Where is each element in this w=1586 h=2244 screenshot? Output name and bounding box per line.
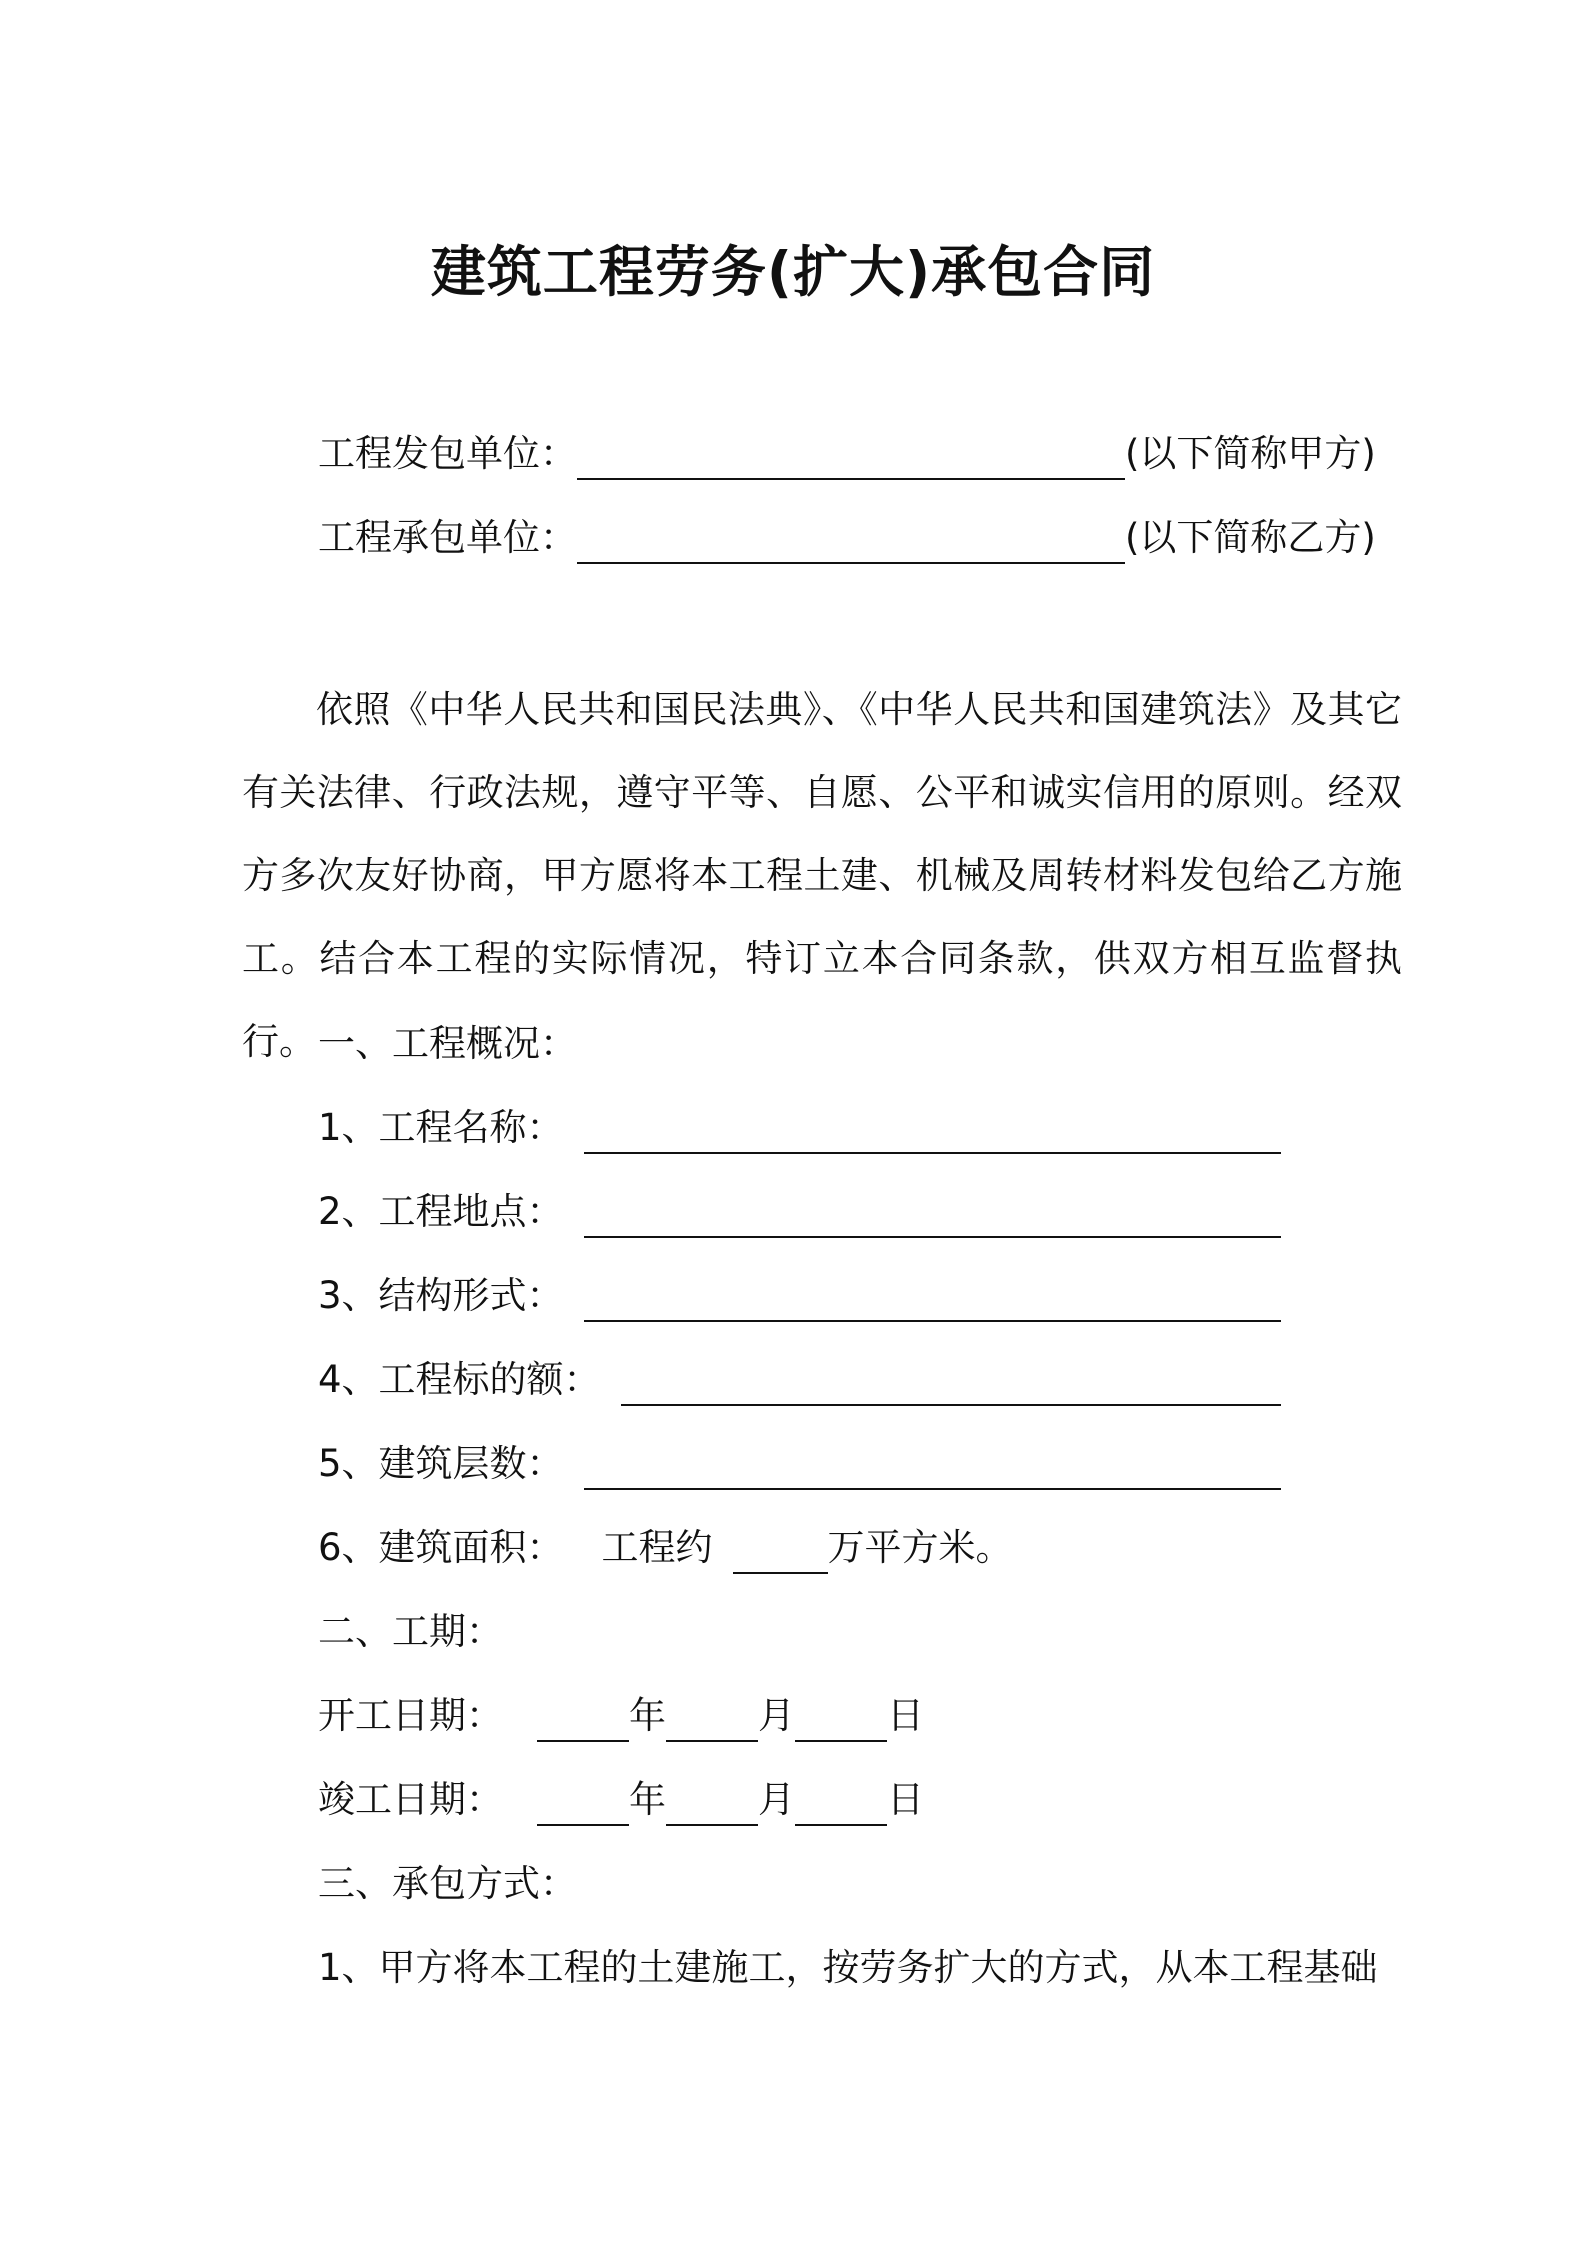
contractor-suffix: (以下简称乙方) bbox=[1125, 516, 1376, 559]
end-year-field[interactable] bbox=[537, 1780, 629, 1826]
document-title: 建筑工程劳务(扩大)承包合同 bbox=[430, 240, 1156, 304]
employer-line bbox=[318, 428, 1376, 480]
start-day-unit: 日 bbox=[887, 1694, 924, 1737]
start-date-label: 开工日期： bbox=[318, 1694, 503, 1737]
floor-count-field[interactable] bbox=[584, 1444, 1281, 1490]
intro-paragraph: 依照《中华人民共和国民法典》、《中华人民共和国建筑法》及其它有关法律、行政法规，遵守平等、自愿、公平和诚实信用的原则。经双方多次友好协商，甲方愿将本工程土建、机械及周转材料发包给乙方施工。结合本工程的实际情况，特订立本合同条款，供双方相互监督执行。 bbox=[242, 688, 1402, 1063]
employer-suffix: (以下简称甲方) bbox=[1125, 432, 1376, 475]
start-month-unit: 月 bbox=[758, 1694, 795, 1737]
project-location-field[interactable] bbox=[584, 1192, 1281, 1238]
section3-item1: 1、甲方将本工程的土建施工，按劳务扩大的方式，从本工程基础 bbox=[318, 1946, 1378, 1989]
contract-amount-field[interactable] bbox=[621, 1360, 1281, 1406]
section3-heading: 三、承包方式： bbox=[318, 1862, 577, 1905]
floor-count-label: 5、建筑层数： bbox=[318, 1442, 564, 1485]
start-year-unit: 年 bbox=[629, 1694, 666, 1737]
start-day-field[interactable] bbox=[795, 1696, 887, 1742]
end-year-unit: 年 bbox=[629, 1778, 666, 1821]
start-year-field[interactable] bbox=[537, 1696, 629, 1742]
structure-form-line bbox=[318, 1270, 1281, 1322]
area-unit: 万平方米。 bbox=[827, 1526, 1013, 1569]
building-area-line bbox=[318, 1522, 1013, 1574]
section2-heading: 二、工期： bbox=[318, 1610, 503, 1653]
end-date-label: 竣工日期： bbox=[318, 1778, 503, 1821]
contractor-label: 工程承包单位： bbox=[318, 516, 577, 559]
employer-field[interactable] bbox=[577, 434, 1125, 480]
contractor-line bbox=[318, 512, 1376, 564]
section1-heading: 一、工程概况： bbox=[318, 1022, 577, 1065]
area-prefix: 工程约 bbox=[601, 1526, 713, 1569]
building-area-label: 6、建筑面积： bbox=[318, 1526, 564, 1569]
project-name-field[interactable] bbox=[584, 1108, 1281, 1154]
end-month-unit: 月 bbox=[758, 1778, 795, 1821]
project-location-line bbox=[318, 1186, 1281, 1238]
end-day-unit: 日 bbox=[887, 1778, 924, 1821]
employer-label: 工程发包单位： bbox=[318, 432, 577, 475]
project-name-line bbox=[318, 1102, 1281, 1154]
floor-count-line bbox=[318, 1438, 1281, 1490]
area-value-field[interactable] bbox=[733, 1528, 828, 1574]
structure-form-label: 3、结构形式： bbox=[318, 1274, 564, 1317]
end-date-line bbox=[318, 1774, 924, 1826]
project-name-label: 1、工程名称： bbox=[318, 1106, 564, 1149]
contractor-field[interactable] bbox=[577, 518, 1125, 564]
start-date-line bbox=[318, 1690, 924, 1742]
end-day-field[interactable] bbox=[795, 1780, 887, 1826]
start-month-field[interactable] bbox=[666, 1696, 758, 1742]
structure-form-field[interactable] bbox=[584, 1276, 1281, 1322]
contract-amount-label: 4、工程标的额： bbox=[318, 1358, 601, 1401]
project-location-label: 2、工程地点： bbox=[318, 1190, 564, 1233]
end-month-field[interactable] bbox=[666, 1780, 758, 1826]
contract-amount-line bbox=[318, 1354, 1281, 1406]
